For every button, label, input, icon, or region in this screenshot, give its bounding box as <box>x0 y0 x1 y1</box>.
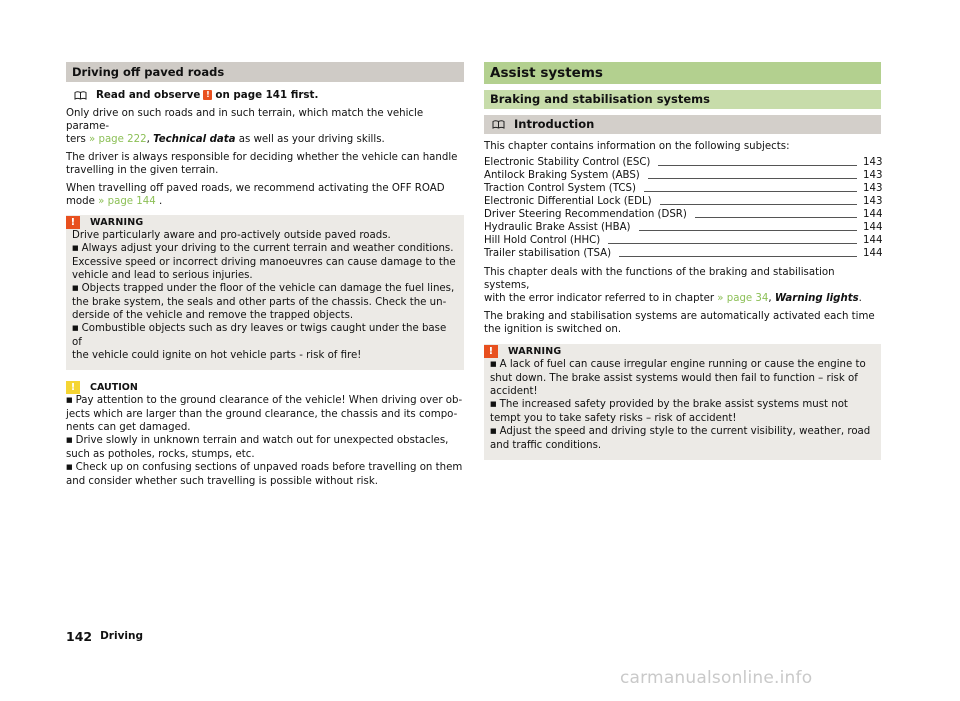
toc-label: Hill Hold Control (HHC) <box>484 235 601 246</box>
caution-bullet: ■ Pay attention to the ground clearance of the vehicle! When driving over ob- <box>66 394 464 408</box>
text-segment: , <box>146 134 154 145</box>
toc-label: Hydraulic Brake Assist (HBA) <box>484 222 631 233</box>
toc-label: Electronic Stability Control (ESC) <box>484 157 651 168</box>
toc-label: Driver Steering Recommendation (DSR) <box>484 209 687 220</box>
toc-label: Trailer stabilisation (TSA) <box>484 248 612 259</box>
caution-line: jects which are larger than the ground clearance, the chassis and its compo- <box>66 409 458 420</box>
caution-header <box>66 380 464 394</box>
text-line: When travelling off paved roads, we recommend activating the OFF ROAD <box>66 183 445 194</box>
warning-line: Excessive speed or incorrect driving manoeuvres can cause damage to the <box>72 257 456 268</box>
text-line: This chapter deals with the functions of the braking and stabilisation systems, <box>484 267 835 291</box>
text-line: Only drive on such roads and in such terrain, which match the vehicle parame- <box>66 108 424 132</box>
toc-item[interactable] <box>484 156 881 169</box>
warning-line: accident! <box>490 386 538 397</box>
toc-page: 144 <box>863 209 883 220</box>
warning-icon: ! <box>484 345 498 358</box>
toc-page: 143 <box>863 183 883 194</box>
footer-section-name: Driving <box>100 630 144 642</box>
toc-leader <box>608 243 857 244</box>
caution-label: CAUTION <box>90 381 138 393</box>
warning-line: derside of the vehicle and remove the trapped objects. <box>72 310 354 321</box>
caution-line: nents can get damaged. <box>66 422 191 433</box>
paragraph-off-road-mode <box>66 182 464 208</box>
warning-box-right <box>484 344 881 460</box>
text-segment: , <box>768 293 775 304</box>
paragraph-driver-responsible <box>66 151 464 177</box>
link-page-222[interactable]: » page 222 <box>89 134 147 145</box>
warning-label: WARNING <box>508 345 562 357</box>
toc-page: 143 <box>863 170 883 181</box>
text-segment: ters <box>66 134 89 145</box>
subsection-heading-introduction <box>484 115 881 134</box>
toc-leader <box>648 178 857 179</box>
toc-leader <box>695 217 857 218</box>
warning-bullet: ■ A lack of fuel can cause irregular engine running or cause the engine to <box>490 358 875 372</box>
emphasis-technical-data: Technical data <box>153 134 236 145</box>
toc-item[interactable] <box>484 221 881 234</box>
watermark: carmanualsonline.info <box>620 668 813 688</box>
warning-header <box>484 344 875 358</box>
warning-label: WARNING <box>90 216 144 228</box>
caution-line: such as potholes, rocks, stumps, etc. <box>66 449 255 460</box>
caution-icon: ! <box>66 381 80 394</box>
intro-paragraph: This chapter contains information on the following subjects: <box>484 141 790 152</box>
introduction-label: Introduction <box>514 117 595 131</box>
toc-leader <box>619 256 857 257</box>
paragraph-error-indicator <box>484 266 881 305</box>
caution-line: and consider whether such travelling is possible without risk. <box>66 476 378 487</box>
toc-item[interactable] <box>484 234 881 247</box>
warning-header <box>66 215 458 229</box>
warning-bullet: ■ Combustible objects such as dry leaves or twigs caught under the base of <box>72 322 458 349</box>
text-segment: . <box>155 196 163 207</box>
toc-page: 144 <box>863 235 883 246</box>
text-line: The braking and stabilisation systems are automatically activated each time <box>484 311 875 322</box>
toc-item[interactable] <box>484 169 881 182</box>
chapter-heading-assist-systems: Assist systems <box>484 62 881 84</box>
paragraph-terrain <box>66 107 464 146</box>
section-heading-braking: Braking and stabilisation systems <box>484 90 881 109</box>
section-heading-off-road: Driving off paved roads <box>66 62 464 82</box>
warning-line: and traffic conditions. <box>490 440 602 451</box>
warning-bullet: ■ The increased safety provided by the brake assist systems must not <box>490 398 875 412</box>
warning-box-left <box>66 215 464 370</box>
warning-bullet: ■ Adjust the speed and driving style to the current visibility, weather, road <box>490 425 875 439</box>
page-number: 142 <box>66 629 93 644</box>
warning-bullet: ■ Objects trapped under the floor of the vehicle can damage the fuel lines, <box>72 282 458 296</box>
text-line: the ignition is switched on. <box>484 324 622 335</box>
toc-page: 144 <box>863 222 883 233</box>
left-column <box>66 62 464 488</box>
emphasis-warning-lights: Warning lights <box>774 293 859 304</box>
warning-line: Drive particularly aware and pro-actively outside paved roads. <box>72 230 391 241</box>
toc-label: Antilock Braking System (ABS) <box>484 170 640 181</box>
toc-item[interactable] <box>484 208 881 221</box>
text-segment: . <box>858 293 862 304</box>
toc-page: 143 <box>863 157 883 168</box>
link-page-144[interactable]: » page 144 <box>98 196 156 207</box>
warning-bullet: ■ Always adjust your driving to the current terrain and weather conditions. <box>72 242 458 256</box>
warning-line: vehicle and lead to serious injuries. <box>72 270 253 281</box>
toc-page: 143 <box>863 196 883 207</box>
warning-mark-icon: ! <box>203 90 212 100</box>
caution-bullet: ■ Drive slowly in unknown terrain and watch out for unexpected obstacles, <box>66 434 464 448</box>
toc-leader <box>644 191 857 192</box>
toc-item[interactable] <box>484 195 881 208</box>
link-page-34[interactable]: » page 34 <box>717 293 769 304</box>
toc-item[interactable] <box>484 182 881 195</box>
read-observe-line <box>66 88 464 102</box>
text-segment: with the error indicator referred to in chapter <box>484 293 718 304</box>
book-icon <box>492 120 505 129</box>
toc-list <box>484 156 881 260</box>
toc-leader <box>660 204 857 205</box>
toc-page: 144 <box>863 248 883 259</box>
warning-line: shut down. The brake assist systems would then fail to function – risk of <box>490 373 858 384</box>
toc-item[interactable] <box>484 247 881 260</box>
text-line: travelling in the given terrain. <box>66 165 219 176</box>
caution-body <box>66 394 464 488</box>
toc-leader <box>658 165 857 166</box>
toc-leader <box>639 230 857 231</box>
warning-line: tempt you to take safety risks – risk of accident! <box>490 413 737 424</box>
toc-label: Electronic Differential Lock (EDL) <box>484 196 652 207</box>
right-column <box>484 62 881 460</box>
read-observe-post: on page 141 first. <box>215 88 319 101</box>
book-icon <box>74 91 87 100</box>
text-line: The driver is always responsible for deciding whether the vehicle can handle <box>66 152 458 163</box>
paragraph-auto-activation <box>484 310 881 336</box>
warning-icon: ! <box>66 216 80 229</box>
page-footer <box>66 630 143 643</box>
text-segment: mode <box>66 196 99 207</box>
text-segment: as well as your driving skills. <box>235 134 385 145</box>
warning-line: the vehicle could ignite on hot vehicle parts - risk of fire! <box>72 350 362 361</box>
read-observe-pre: Read and observe <box>96 88 201 101</box>
caution-bullet: ■ Check up on confusing sections of unpaved roads before travelling on them <box>66 461 464 475</box>
toc-label: Traction Control System (TCS) <box>484 183 636 194</box>
warning-line: the brake system, the seals and other parts of the chassis. Check the un- <box>72 297 447 308</box>
